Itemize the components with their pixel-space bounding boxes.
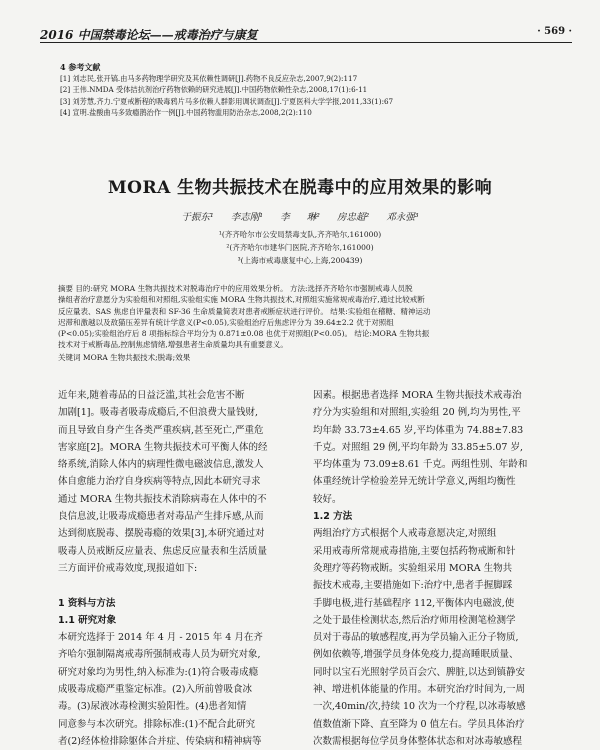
reference-list — [60, 73, 580, 118]
author-list: 于振东¹ 李志刚¹ 李 琳² 房忠超² 邓永强³ — [181, 212, 419, 223]
body-line: 例如依赖等,增强学员身体免疫力,提高睡眠质量、 — [313, 649, 519, 661]
running-header — [40, 26, 572, 43]
body-right-column — [313, 387, 576, 750]
body-line: 较好。 — [313, 493, 342, 505]
references-heading: 4 参考文献 — [60, 62, 101, 72]
body-line: 络系统,消除人体内的病理性微电磁波信息,激发人 — [58, 459, 264, 471]
reference-item: [2] 王伟.NMDA 受体拮抗剂治疗药物依赖的研究进展[J].中国药物依赖性杂志,2008,17(1):6-11 — [60, 85, 368, 95]
body-line: 体重经统计学检验差异无统计学意义,两组均衡性 — [313, 476, 516, 488]
page-number: · 569 · — [537, 26, 572, 37]
spacer — [58, 577, 321, 594]
body-left-column — [58, 387, 321, 750]
body-line: 均年龄 33.73±4.65 岁,平均体重为 74.88±7.83 — [313, 424, 524, 436]
body-line: 毒。(3)尿液冰毒检测实验阳性。(4)患者知情 — [58, 701, 247, 713]
body-line: 本研究选择于 2014 年 4 月 - 2015 年 4 月在齐 — [58, 632, 263, 644]
body-line: 三方面评价戒毒效度,现报道如下: — [58, 562, 198, 574]
journal-name: 2016 中国禁毒论坛——戒毒治疗与康复 — [40, 28, 258, 42]
body-line: 次数需根据每位学员身体整体状态和对冰毒敏感程 — [313, 735, 523, 747]
body-line: 员对于毒品的敏感程度,再为学员输入正分子物质, — [313, 632, 519, 644]
affiliation: ¹(齐齐哈尔市公安局禁毒支队,齐齐哈尔,161000) — [218, 230, 382, 239]
body-line: 研究对象均为男性,纳入标准为:(1)符合吸毒成瘾 — [58, 666, 259, 678]
section-heading: 1.2 方法 — [313, 511, 353, 523]
body-line: 而且导致自身产生各类严重疾病,甚至死亡,严重危 — [58, 424, 264, 436]
body-line: 两组治疗方式根据个人戒毒意愿决定,对照组 — [313, 528, 497, 540]
body-line: 近年来,随着毒品的日益泛滥,其社会危害不断 — [58, 390, 245, 401]
body-line: 成吸毒成瘾严重鉴定标准。(2)入所前曾吸食冰 — [58, 684, 252, 696]
abstract — [58, 283, 580, 351]
body-line: 吸毒人员戒断反应量表、焦虑反应量表和生活质量 — [58, 545, 268, 557]
body-line: 手脚电极,进行基础程序 112,平衡体内电磁波,使 — [313, 597, 515, 609]
body-line: 良信息波,让吸毒成瘾患者对毒品产生排斥感,从而 — [58, 511, 264, 523]
body-line: 达到彻底脱毒、摆脱毒瘾的效果[3],本研究通过对 — [58, 528, 265, 540]
reference-item: [1] 刘志民,张开镐.由马多药物理学研究及其依赖性调研[J].药物不良反应杂志,2007,9(2):117 — [60, 74, 358, 83]
body-line: 振技术戒毒,主要措施如下:治疗中,患者手握脚踩 — [313, 580, 513, 592]
body-line: 者(2)经体检排除躯体合并症、传染病和精神病等 — [58, 735, 262, 747]
abstract-line: 操组者治疗意愿分为实验组和对照组,实验组实施 MORA 生物共振技术,对照组实施常规戒毒治疗,通过比较戒断 — [58, 295, 425, 305]
abstract-line: 迟滞和激越以及敌猫压差异有统计学意义(P<0.05),实验组治疗后焦虑评分为 39.64±2.2 优于对照组 — [58, 317, 394, 327]
affiliation: ²(齐齐哈尔市建华门医院,齐齐哈尔,161000) — [226, 243, 374, 252]
body-line: 采用戒毒所常规戒毒措施,主要包括药物戒断和针 — [313, 545, 516, 557]
body-line: 疗分为实验组和对照组,实验组 20 例,均为男性,平 — [313, 407, 521, 419]
body-line: 齐哈尔强制隔离戒毒所强制戒毒人员为研究对象, — [58, 649, 261, 661]
abstract-line: 摘要 目的:研究 MORA 生物共振技术对脱毒治疗中的应用效果分析。 方法:选择齐齐哈尔市强制戒毒人员脱 — [58, 284, 413, 293]
body-line: 害家庭[2]。MORA 生物共振技术可平衡人体的经 — [58, 441, 268, 453]
body-line: 千克。对照组 29 例,平均年龄为 33.85±5.07 岁, — [313, 441, 524, 453]
body-line: 加剧[1]。吸毒者吸毒成瘾后,不但浪费大量钱财, — [58, 407, 258, 419]
abstract-line: 反应量表、SAS 焦虑自评量表和 SF-36 生命质量简表对患者戒断症状进行评价。 结果:实验组在稽糖、精神运动 — [58, 306, 431, 316]
keywords: 关键词 MORA 生物共振技术;脱毒;效果 — [58, 353, 191, 362]
affiliation: ³(上海市戒毒康复中心,上海,200439) — [237, 256, 363, 265]
article-title: MORA 生物共振技术在脱毒中的应用效果的影响 — [107, 178, 493, 198]
body-line: 体自愈能力治疗自身疾病等特点,因此本研究寻求 — [58, 476, 261, 488]
reference-item: [4] 宣明.盐酸曲马多致瘾鹊治作一例[J].中国药物滥用防治杂志,2008,2(2):110 — [60, 107, 312, 117]
body-line: 一次,40min/次,持续 10 次为一个疗程,以冰毒敏感 — [313, 701, 526, 713]
section-heading: 1.1 研究对象 — [58, 614, 117, 626]
body-line: 神、增进机体能量的作用。本研究治疗时间为,一周 — [313, 684, 526, 696]
body-line: 之处于最佳检测状态,然后治疗师用检测笔检测学 — [313, 614, 516, 626]
body-line: 灸理疗等药物戒断。实验组采用 MORA 生物共 — [313, 562, 513, 574]
body-line: 平均体重为 73.09±8.61 千克。两组性别、年龄和 — [313, 459, 528, 471]
body-line: 通过 MORA 生物共振技术消除病毒在人体中的不 — [58, 493, 267, 505]
abstract-line: (P<0.05);实验组治疗后 8 项指标综合平均分为 0.871±0.08 也优于对照组(P<0.05)。 结论:MORA 生物共振 — [58, 329, 430, 339]
body-line: 因素。根据患者选择 MORA 生物共振技术戒毒治 — [313, 390, 522, 401]
section-heading: 1 资料与方法 — [58, 597, 116, 609]
reference-item: [3] 刘芳慧,齐力.宁夏戒断程的吸毒鸦片马多依赖人群影用调状调查[J].宁夏医科大学学报,2011,33(1):67 — [60, 96, 394, 106]
body-line: 同意参与本次研究。排除标准:(1)不配合此研究 — [58, 718, 256, 730]
abstract-line: 技术对于戒断毒品,控制焦虑情绪,增强患者生命质量均具有重要意义。 — [58, 340, 288, 350]
body-line: 值数值渐下降、直至降为 0 值左右。学员具体治疗 — [313, 718, 525, 730]
body-line: 同时以宝石光照射学员百会穴、脾脏,以达到镇静安 — [313, 666, 526, 678]
